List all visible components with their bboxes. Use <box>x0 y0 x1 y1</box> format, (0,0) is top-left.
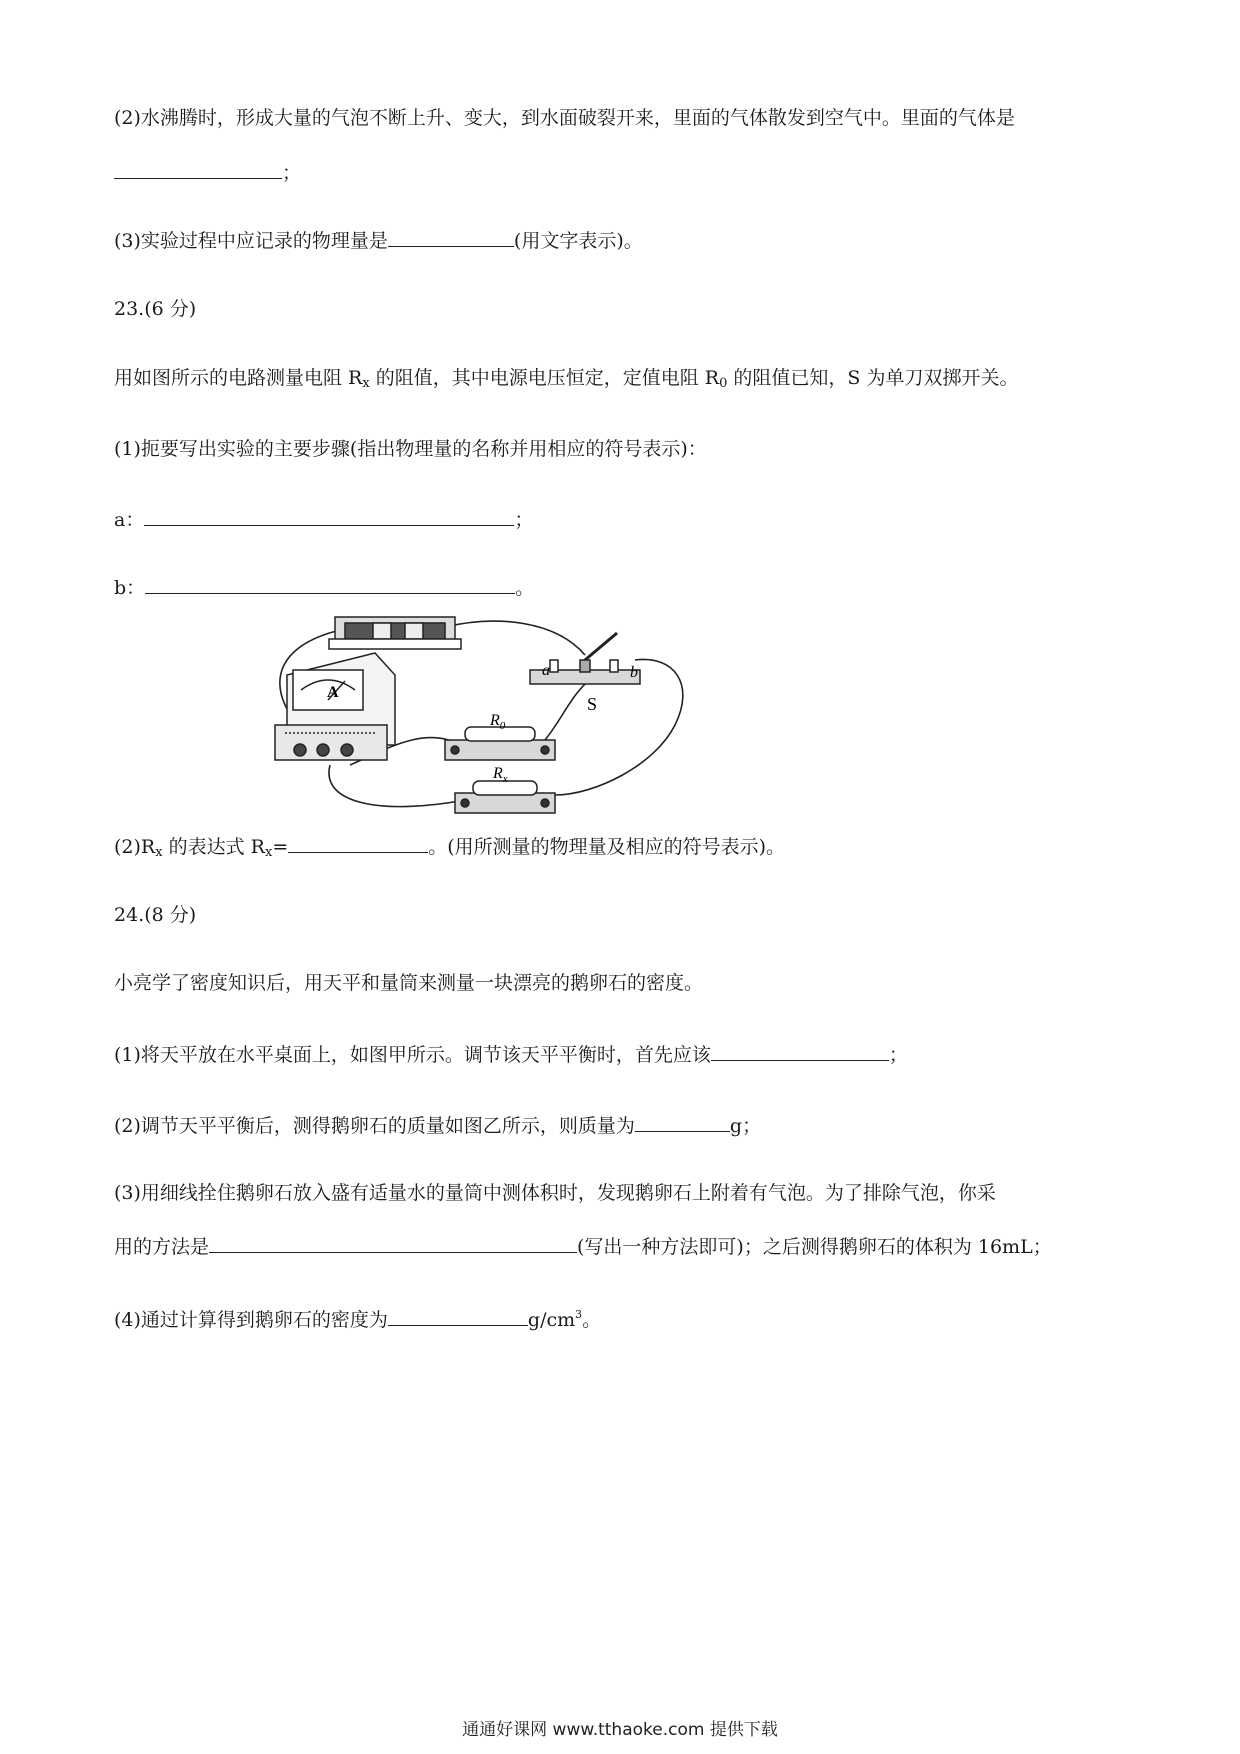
rx-label: R <box>493 765 503 782</box>
q24-part4-blank[interactable] <box>388 1305 528 1326</box>
ammeter-label: A <box>327 684 339 701</box>
ammeter <box>275 653 395 760</box>
resistor-rx <box>455 781 555 813</box>
q24-part4: (4)通过计算得到鹅卵石的密度为 $g/cm^3$。 <box>114 1302 601 1333</box>
q23-part2: $(2)R_x$ 的表达式 $R_x=$ 。(用所测量的物理量及相应的符号表示)。 <box>114 832 785 866</box>
rx-sub: x <box>502 773 508 785</box>
page-footer: 通通好课网 www.tthaoke.com 提供下载 <box>462 1720 778 1740</box>
r0-label: R <box>490 712 500 729</box>
q23-step-a: a： ； <box>114 505 533 533</box>
q22-part2-blank[interactable] <box>114 158 282 179</box>
switch-b-label: b <box>630 664 638 681</box>
q24-part3-line1: (3)用细线拴住鹅卵石放入盛有适量水的量筒中测体积时，发现鹅卵石上附着有气泡。为了排除气泡，你采 <box>114 1182 996 1204</box>
q23-heading: 23.(6 分) <box>114 298 197 320</box>
wire-battery-switch <box>445 621 585 655</box>
q24-part3-line2: 用的方法是 (写出一种方法即可)；之后测得鹅卵石的体积为 16mL； <box>114 1232 1052 1260</box>
q23-step-b: b： 。 <box>114 573 534 601</box>
q22-part2 <box>114 105 1015 131</box>
battery-box <box>329 617 461 649</box>
q24-part1: (1)将天平放在水平桌面上，如图甲所示。调节该天平平衡时，首先应该 ； <box>114 1040 908 1068</box>
wire-ammeter-rx <box>329 765 465 807</box>
switch-a-label: a <box>542 662 550 679</box>
q22-part3-blank[interactable] <box>388 226 514 247</box>
switch-label: S <box>587 694 598 714</box>
q23-part1: (1)扼要写出实验的主要步骤(指出物理量的名称并用相应的符号表示)： <box>114 438 707 460</box>
q22-part2-text: (2)水沸腾时，形成大量的气泡不断上升、变大，到水面破裂开来，里面的气体散发到空气中。里面的气体是 <box>114 107 1015 129</box>
q24-part3-blank[interactable] <box>209 1232 577 1253</box>
q23-step-a-blank[interactable] <box>144 505 514 526</box>
q24-part2: (2)调节天平平衡后，测得鹅卵石的质量如图乙所示，则质量为 g； <box>114 1111 761 1139</box>
q23-step-b-blank[interactable] <box>145 573 515 594</box>
q24-part2-blank[interactable] <box>635 1111 730 1132</box>
q23-part2-blank[interactable] <box>288 832 428 853</box>
q23-intro: 用如图所示的电路测量电阻 $R_x$ 的阻值，其中电源电压恒定，定值电阻 $R_0$ 的阻值已知，S 为单刀双掷开关。 <box>114 367 1019 391</box>
q22-part3: (3)实验过程中应记录的物理量是 (用文字表示)。 <box>114 226 643 254</box>
q24-part1-blank[interactable] <box>711 1040 889 1061</box>
r0-sub: 0 <box>499 720 506 732</box>
q22-part2-answer-line: ； <box>114 158 301 186</box>
q24-intro: 小亮学了密度知识后，用天平和量筒来测量一块漂亮的鹅卵石的密度。 <box>114 972 704 994</box>
circuit-figure <box>265 615 705 815</box>
q24-heading: 24.(8 分) <box>114 904 197 926</box>
